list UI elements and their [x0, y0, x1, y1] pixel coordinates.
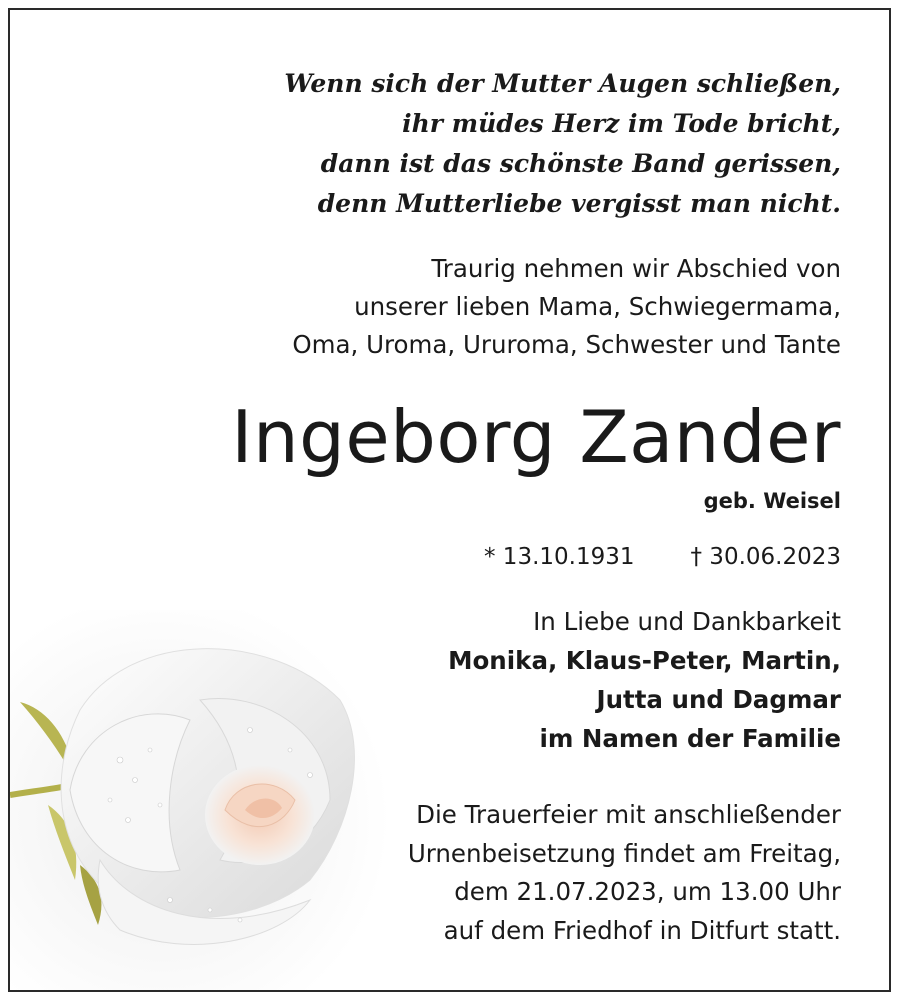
mourner-names: Monika, Klaus-Peter, Martin,: [448, 646, 841, 675]
ceremony-line: dem 21.07.2023, um 13.00 Uhr: [454, 877, 841, 906]
maiden-name: geb. Weisel: [703, 489, 841, 513]
death-date: † 30.06.2023: [690, 544, 841, 570]
intro-line: unserer lieben Mama, Schwiegermama,: [354, 292, 841, 321]
ceremony-details: [408, 796, 841, 950]
mourner-names: Jutta und Dagmar: [596, 685, 841, 714]
ceremony-line: auf dem Friedhof in Ditfurt statt.: [443, 915, 841, 945]
intro-line: Traurig nehmen wir Abschied von: [431, 254, 841, 283]
farewell-intro: [292, 250, 841, 364]
mourner-names: im Namen der Familie: [539, 724, 841, 753]
deceased-name: Ingeborg Zander: [231, 395, 841, 479]
white-rose-image: [10, 610, 390, 990]
birth-date: * 13.10.1931: [484, 544, 635, 570]
obituary-frame: [8, 8, 891, 992]
poem-line: Wenn sich der Mutter Augen schließen,: [284, 69, 841, 98]
poem-line: denn Mutterliebe vergisst man nicht.: [317, 189, 841, 218]
mourners: [448, 602, 841, 758]
thanks-intro: In Liebe und Dankbarkeit: [533, 607, 841, 636]
poem-line: ihr müdes Herz im Tode bricht,: [402, 109, 841, 138]
life-dates: [484, 540, 841, 574]
intro-line: Oma, Uroma, Ururoma, Schwester und Tante: [292, 330, 841, 359]
poem-line: dann ist das schönste Band gerissen,: [320, 149, 841, 178]
ceremony-line: Die Trauerfeier mit anschließender: [416, 800, 841, 829]
poem: [284, 64, 841, 224]
ceremony-line: Urnenbeisetzung findet am Freitag,: [407, 838, 841, 868]
